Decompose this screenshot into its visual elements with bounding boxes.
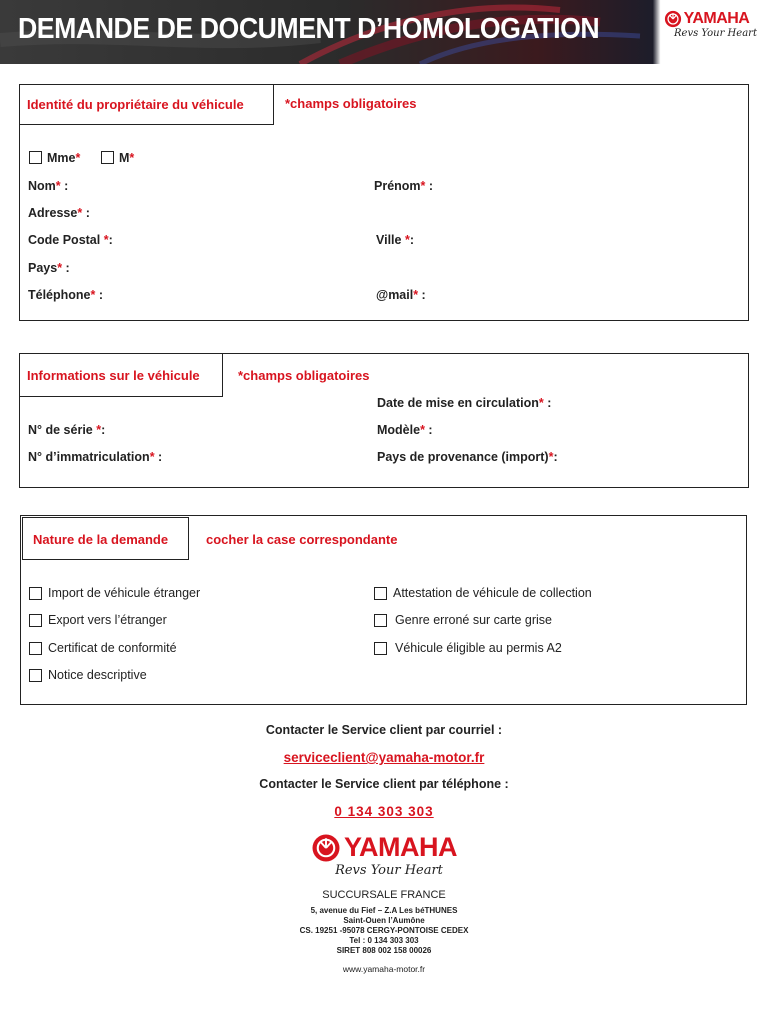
email-prompt: Contacter le Service client par courriel : bbox=[265, 723, 503, 737]
salutation-m-label: M* bbox=[119, 151, 135, 165]
address-line-1: 5, avenue du Fief – Z.A Les béTHUNES bbox=[310, 906, 458, 915]
prenom-label[interactable]: Prénom* : bbox=[374, 179, 434, 193]
provenance-label[interactable]: Pays de provenance (import)*: bbox=[377, 450, 558, 464]
address-line-5: SIRET 808 002 158 00026 bbox=[336, 946, 432, 955]
yamaha-tuning-fork-icon bbox=[664, 10, 682, 28]
option-certificat-checkbox[interactable] bbox=[29, 642, 42, 655]
option-export-label: Export vers l’étranger bbox=[48, 613, 167, 627]
footer-brand-logo bbox=[302, 832, 466, 878]
option-genre-checkbox[interactable] bbox=[374, 614, 387, 627]
option-export-checkbox[interactable] bbox=[29, 614, 42, 627]
vehicle-section-title: Informations sur le véhicule bbox=[20, 354, 223, 397]
address-line-4: Tel : 0 134 303 303 bbox=[349, 936, 419, 945]
ville-label[interactable]: Ville *: bbox=[376, 233, 415, 247]
identity-section-title: Identité du propriétaire du véhicule bbox=[20, 85, 274, 125]
phone-link[interactable]: 0 134 303 303 bbox=[334, 804, 434, 819]
option-genre-label: Genre erroné sur carte grise bbox=[395, 613, 553, 627]
option-notice-label: Notice descriptive bbox=[48, 668, 147, 682]
email-label[interactable]: @mail* : bbox=[376, 288, 426, 302]
email-link[interactable]: serviceclient@yamaha-motor.fr bbox=[283, 750, 485, 765]
company-name: SUCCURSALE FRANCE bbox=[322, 889, 446, 901]
salutation-mme-label: Mme* bbox=[47, 151, 81, 165]
option-a2-label: Véhicule éligible au permis A2 bbox=[395, 641, 562, 655]
salutation-mme-checkbox[interactable] bbox=[29, 151, 42, 164]
nom-label[interactable]: Nom* : bbox=[28, 179, 69, 193]
code-postal-label[interactable]: Code Postal *: bbox=[28, 233, 113, 247]
footer-brand-name: YAMAHA bbox=[343, 832, 457, 862]
option-collection-checkbox[interactable] bbox=[374, 587, 387, 600]
option-import-label: Import de véhicule étranger bbox=[48, 586, 201, 600]
yamaha-tuning-fork-icon bbox=[311, 833, 341, 863]
identity-required-note: *champs obligatoires bbox=[285, 96, 417, 111]
request-instruction: cocher la case correspondante bbox=[206, 532, 398, 547]
option-certificat-label: Certificat de conformité bbox=[48, 641, 177, 655]
address-line-3: CS. 19251 -95078 CERGY-PONTOISE CEDEX bbox=[299, 926, 469, 935]
immatriculation-label[interactable]: N° d’immatriculation* : bbox=[28, 450, 163, 464]
header-brand-logo bbox=[656, 10, 757, 39]
option-a2-checkbox[interactable] bbox=[374, 642, 387, 655]
option-notice-checkbox[interactable] bbox=[29, 669, 42, 682]
vehicle-required-note: *champs obligatoires bbox=[238, 368, 370, 383]
telephone-label[interactable]: Téléphone* : bbox=[28, 288, 104, 302]
footer-brand-tagline: Revs Your Heart bbox=[335, 863, 443, 878]
address-line-2: Saint-Ouen l’Aumône bbox=[343, 916, 425, 925]
header-brand-name: YAMAHA bbox=[683, 10, 750, 27]
header-banner bbox=[0, 0, 768, 64]
salutation-m-checkbox[interactable] bbox=[101, 151, 114, 164]
page-title: DEMANDE DE DOCUMENT D’HOMOLOGATION bbox=[18, 13, 600, 45]
modele-label[interactable]: Modèle* : bbox=[377, 423, 433, 437]
option-collection-label: Attestation de véhicule de collection bbox=[393, 586, 592, 600]
request-section-title: Nature de la demande bbox=[33, 532, 169, 547]
email-link-row bbox=[0, 749, 768, 767]
date-circulation-label[interactable]: Date de mise en circulation* : bbox=[377, 396, 552, 410]
header-brand-tagline: Revs Your Heart bbox=[674, 28, 757, 39]
pays-label[interactable]: Pays* : bbox=[28, 261, 70, 275]
phone-prompt: Contacter le Service client par téléphone : bbox=[259, 777, 509, 791]
adresse-label[interactable]: Adresse* : bbox=[28, 206, 90, 220]
website[interactable]: www.yamaha-motor.fr bbox=[342, 964, 426, 974]
serie-label[interactable]: N° de série *: bbox=[28, 423, 106, 437]
phone-link-row bbox=[0, 803, 768, 821]
option-import-checkbox[interactable] bbox=[29, 587, 42, 600]
